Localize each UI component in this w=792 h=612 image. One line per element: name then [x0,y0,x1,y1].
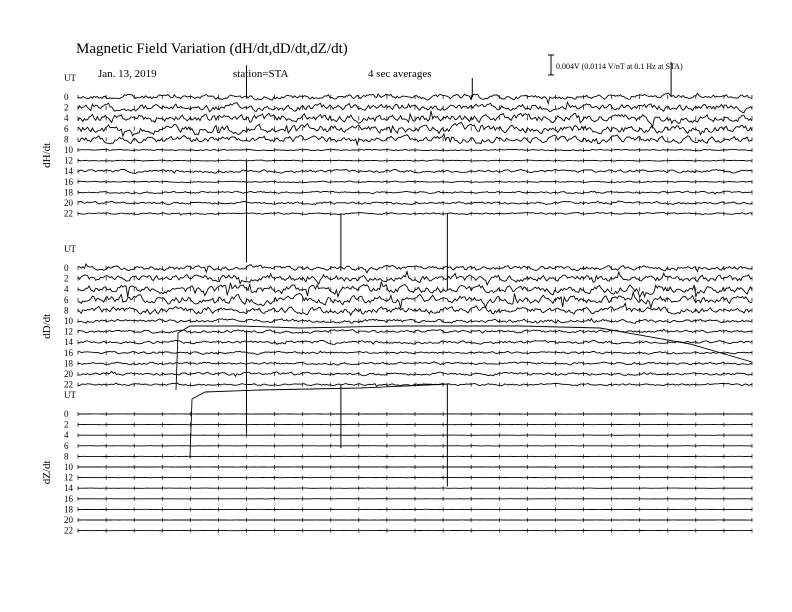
panel-1 [41,244,752,486]
row-label: 8 [64,305,69,316]
row-label: 2 [64,419,69,430]
row-label: 6 [64,440,69,451]
station-label: station=STA [233,68,289,80]
row-label: 20 [64,198,73,208]
row-label: 14 [64,483,73,494]
panel-0 [41,62,752,290]
row-label: 16 [64,493,73,504]
row-label: 22 [64,379,73,390]
row-label: 10 [64,462,73,472]
averaging-label: 4 sec averages [368,68,432,80]
row-label: 14 [64,337,73,348]
row-label: 6 [64,123,69,134]
row-label: 18 [64,358,73,369]
row-label: 18 [64,187,73,198]
row-label: 8 [64,134,69,145]
row-label: 10 [64,316,73,326]
panel-label: dD/dt [41,313,53,339]
panel-label: dH/dt [41,142,53,168]
row-label: 22 [64,208,73,219]
row-label: 4 [64,284,69,295]
ut-label: UT [64,390,76,400]
hour-ticks [78,116,752,120]
row-label: 10 [64,145,73,155]
row-label: 16 [64,347,73,358]
trace-row [78,303,752,315]
row-label: 18 [64,504,73,515]
trace-row [78,160,752,161]
row-label: 20 [64,369,73,379]
panel-2 [41,390,752,536]
row-label: 20 [64,515,73,525]
chart-title: Magnetic Field Variation (dH/dt,dD/dt,dZ/dt) [76,41,348,57]
row-label: 0 [64,409,69,419]
row-label: 2 [64,102,69,113]
row-label: 0 [64,263,69,273]
row-label: 12 [64,155,73,166]
row-label: 6 [64,294,69,305]
row-label: 12 [64,472,73,483]
row-label: 16 [64,176,73,187]
storm-excursion [176,326,752,390]
date-label: Jan. 13, 2019 [98,68,157,80]
panel-label: dZ/dt [41,460,53,485]
trace-row [78,282,752,297]
scale-label: 0.004V (0.0114 V/nT at 0.1 Hz at STA) [556,62,683,71]
scale-bar [548,55,554,75]
row-label: 4 [64,113,69,124]
trace-row [78,134,752,145]
storm-excursion [190,384,450,458]
row-label: 12 [64,326,73,337]
row-label: 2 [64,273,69,284]
row-label: 4 [64,430,69,441]
panels-group [41,62,752,536]
ut-label: UT [64,244,76,254]
ut-label: UT [64,73,76,83]
row-label: 0 [64,92,69,102]
row-label: 14 [64,166,73,177]
row-label: 8 [64,451,69,462]
row-label: 22 [64,525,73,536]
